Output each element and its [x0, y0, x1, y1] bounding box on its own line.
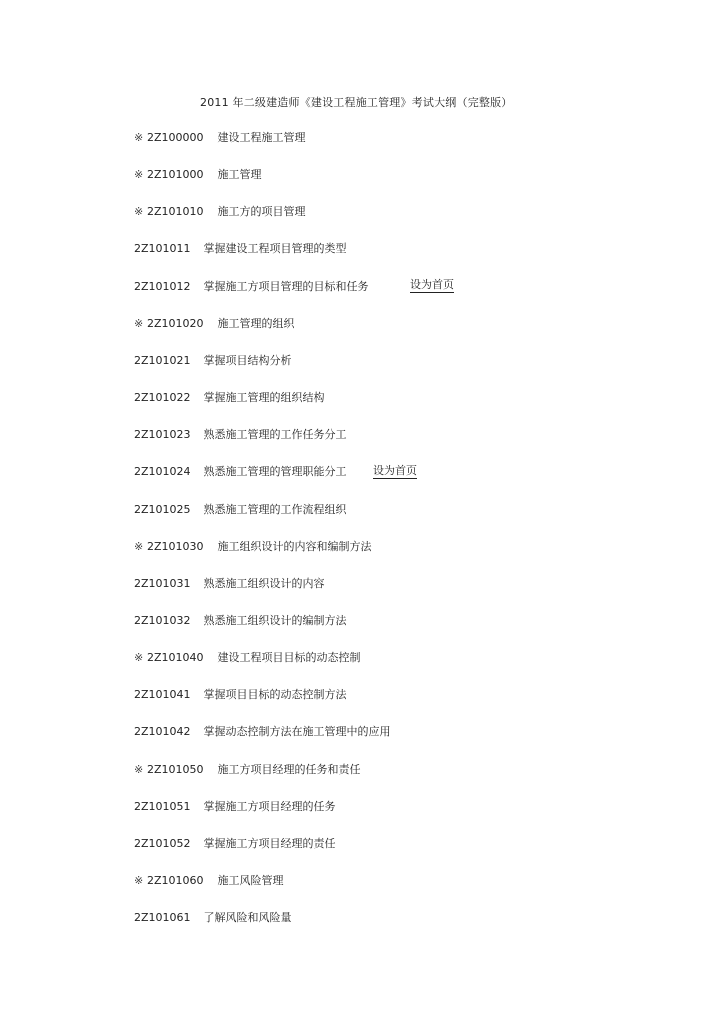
- outline-code: 2Z101011: [134, 242, 191, 255]
- set-homepage-link[interactable]: 设为首页: [373, 464, 417, 477]
- asterism-mark: ※: [134, 317, 144, 330]
- outline-code: 2Z101040: [147, 651, 204, 664]
- outline-text: 施工管理: [217, 168, 262, 181]
- outline-code: 2Z101010: [147, 205, 204, 218]
- outline-item: [134, 131, 306, 145]
- outline-code: 2Z101052: [134, 837, 191, 850]
- outline-item: [134, 800, 336, 814]
- outline-code: 2Z101032: [134, 614, 191, 627]
- outline-item: [134, 540, 372, 554]
- outline-item: [134, 391, 325, 405]
- outline-text: 建设工程项目目标的动态控制: [217, 651, 361, 664]
- outline-code: 2Z101030: [147, 540, 204, 553]
- asterism-mark: ※: [134, 651, 144, 664]
- outline-item: [134, 763, 361, 777]
- outline-item: [134, 614, 347, 628]
- outline-text: 掌握施工方项目经理的责任: [203, 837, 336, 850]
- outline-code: 2Z101021: [134, 354, 191, 367]
- outline-code: 2Z101012: [134, 280, 191, 293]
- outline-item: [134, 354, 292, 368]
- asterism-mark: ※: [134, 874, 144, 887]
- outline-item: [134, 168, 262, 182]
- outline-item: [134, 465, 347, 479]
- outline-item: [134, 837, 336, 851]
- asterism-mark: ※: [134, 205, 144, 218]
- outline-item: [134, 651, 361, 665]
- outline-text: 掌握项目结构分析: [203, 354, 292, 367]
- asterism-mark: ※: [134, 168, 144, 181]
- outline-text: 掌握施工方项目经理的任务: [203, 800, 336, 813]
- outline-text: 了解风险和风险量: [203, 911, 292, 924]
- outline-text: 掌握建设工程项目管理的类型: [203, 242, 347, 255]
- outline-code: 2Z101000: [147, 168, 204, 181]
- outline-item: [134, 428, 347, 442]
- outline-code: 2Z101024: [134, 465, 191, 478]
- outline-code: 2Z101022: [134, 391, 191, 404]
- outline-code: 2Z101050: [147, 763, 204, 776]
- outline-code: 2Z101061: [134, 911, 191, 924]
- outline-text: 施工方的项目管理: [217, 205, 306, 218]
- outline-text: 掌握动态控制方法在施工管理中的应用: [203, 725, 391, 738]
- asterism-mark: ※: [134, 540, 144, 553]
- outline-text: 施工方项目经理的任务和责任: [217, 763, 361, 776]
- outline-item: [134, 205, 306, 219]
- document-title: 2011 年二级建造师《建设工程施工管理》考试大纲（完整版）: [200, 96, 513, 109]
- outline-item: [134, 911, 292, 925]
- outline-text: 掌握施工管理的组织结构: [203, 391, 325, 404]
- outline-text: 掌握项目目标的动态控制方法: [203, 688, 347, 701]
- outline-text: 熟悉施工管理的工作任务分工: [203, 428, 347, 441]
- outline-code: 2Z101060: [147, 874, 204, 887]
- outline-code: 2Z101042: [134, 725, 191, 738]
- outline-code: 2Z101041: [134, 688, 191, 701]
- outline-text: 掌握施工方项目管理的目标和任务: [203, 280, 369, 293]
- outline-code: 2Z101025: [134, 503, 191, 516]
- asterism-mark: ※: [134, 131, 144, 144]
- outline-item: [134, 577, 325, 591]
- outline-item: [134, 688, 347, 702]
- outline-item: [134, 280, 369, 294]
- outline-code: 2Z101051: [134, 800, 191, 813]
- outline-code: 2Z101023: [134, 428, 191, 441]
- outline-item: [134, 874, 284, 888]
- set-homepage-link[interactable]: 设为首页: [410, 278, 454, 291]
- outline-code: 2Z100000: [147, 131, 204, 144]
- outline-item: [134, 503, 347, 517]
- asterism-mark: ※: [134, 763, 144, 776]
- outline-text: 施工风险管理: [217, 874, 284, 887]
- outline-item: [134, 317, 295, 331]
- outline-text: 熟悉施工管理的工作流程组织: [203, 503, 347, 516]
- outline-text: 施工组织设计的内容和编制方法: [217, 540, 372, 553]
- outline-text: 熟悉施工组织设计的编制方法: [203, 614, 347, 627]
- outline-text: 建设工程施工管理: [217, 131, 306, 144]
- outline-code: 2Z101031: [134, 577, 191, 590]
- outline-text: 熟悉施工管理的管理职能分工: [203, 465, 347, 478]
- outline-text: 熟悉施工组织设计的内容: [203, 577, 325, 590]
- outline-code: 2Z101020: [147, 317, 204, 330]
- outline-text: 施工管理的组织: [217, 317, 295, 330]
- outline-item: [134, 725, 391, 739]
- outline-item: [134, 242, 347, 256]
